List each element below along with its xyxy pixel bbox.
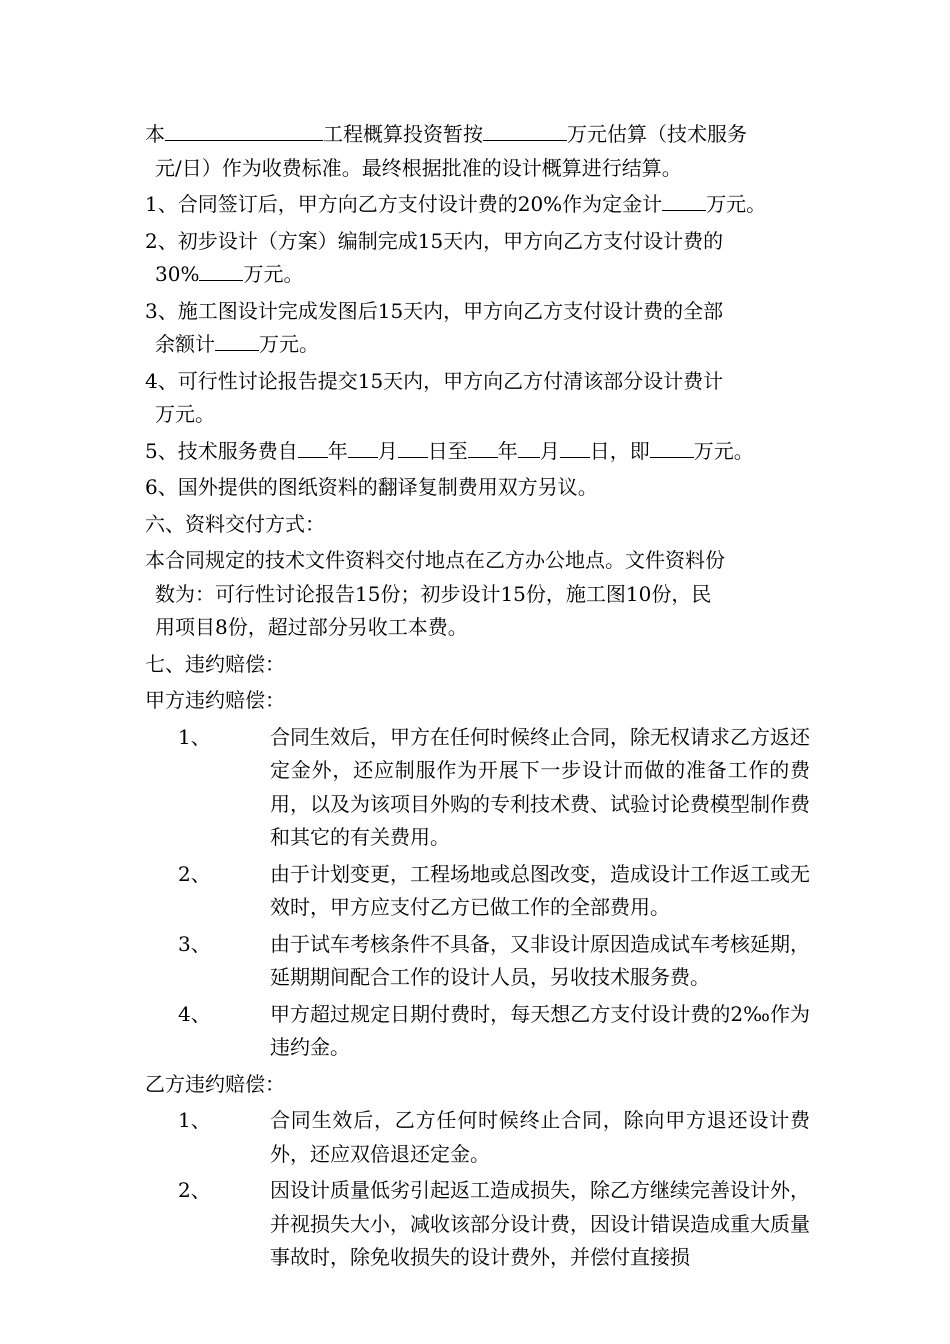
list-number: 4、	[178, 1001, 211, 1026]
blank-year-end	[468, 439, 498, 458]
blank-investment-amount	[483, 122, 567, 141]
blank-deposit-amount	[662, 192, 706, 211]
fee-item-6: 6、国外提供的图纸资料的翻译复制费用双方另议。	[145, 475, 598, 499]
blank-project-name	[165, 122, 323, 141]
party-a-breach-heading: 甲方违约赔偿：	[145, 688, 285, 712]
party-a-item-3	[145, 928, 810, 995]
party-a-item-1	[145, 721, 810, 855]
list-number: 3、	[178, 931, 211, 956]
document-body	[145, 118, 810, 1278]
blank-month-end	[518, 439, 540, 458]
party-b-item-2	[145, 1174, 810, 1275]
blank-service-amount	[650, 439, 694, 458]
list-number: 2、	[178, 861, 211, 886]
blank-preliminary-amount	[199, 262, 243, 281]
blank-day-start	[398, 439, 428, 458]
fee-item-5: 5、技术服务费自 年 月 日至 年 月 日，即 万元。	[145, 438, 754, 463]
list-number: 2、	[178, 1178, 211, 1202]
blank-year-start	[298, 439, 328, 458]
party-b-breach-heading: 乙方违约赔偿：	[145, 1071, 285, 1096]
delivery-heading: 六、资料交付方式：	[145, 511, 325, 536]
list-text: 甲方超过规定日期付费时，每天想乙方支付设计费的2‰作为违约金。	[270, 1001, 810, 1059]
breach-heading: 七、违约赔偿：	[145, 651, 285, 676]
party-b-item-1	[145, 1104, 810, 1171]
party-a-item-2	[145, 858, 810, 925]
blank-month-start	[348, 439, 378, 458]
list-text: 合同生效后，甲方在任何时候终止合同，除无权请求乙方返还定金外，还应制服作为开展下一步设计而做的准备工作的费用，以及为该项目外购的专利技术费、试验讨论费模型制作费和其它的有关费用。	[270, 724, 810, 849]
fee-item-1: 1、合同签订后，甲方向乙方支付设计费的20%作为定金计 万元。	[145, 192, 767, 216]
list-number: 1、	[178, 724, 211, 749]
list-text: 因设计质量低劣引起返工造成损失，除乙方继续完善设计外，并视损失大小，减收该部分设计费，因设计错误造成重大质量事故时，除免收损失的设计费外，并偿付直接损	[270, 1178, 810, 1269]
list-number: 1、	[178, 1108, 211, 1132]
fee-item-4: 4、可行性讨论报告提交15天内，甲方向乙方付清该部分设计费计 万元。	[145, 368, 724, 426]
list-text: 由于试车考核条件不具备，又非设计原因造成试车考核延期，延期期间配合工作的设计人员，另收技术服务费。	[270, 931, 810, 989]
blank-balance-amount	[215, 332, 259, 351]
list-text: 由于计划变更，工程场地或总图改变，造成设计工作返工或无效时，甲方应支付乙方已做工作的全部费用。	[270, 861, 810, 919]
blank-day-end	[560, 439, 590, 458]
list-text: 合同生效后，乙方任何时候终止合同，除向甲方退还设计费外，还应双倍退还定金。	[270, 1108, 810, 1166]
delivery-paragraph: 本合同规定的技术文件资料交付地点在乙方办公地点。文件资料份 数为：可行性讨论报告15份；初步设计15份，施工图10份，民 用项目8份，超过部分另收工本费。	[145, 548, 725, 639]
fee-item-3: 3、施工图设计完成发图后15天内，甲方向乙方支付设计费的全部 余额计 万元。	[145, 298, 724, 356]
party-a-item-4	[145, 998, 810, 1065]
fee-item-2: 2、初步设计（方案）编制完成15天内，甲方向乙方支付设计费的 30% 万元。	[145, 228, 724, 286]
fee-standard-paragraph: 本 工程概算投资暂按 万元估算（技术服务 元/日）作为收费标准。最终根据批准的设计概算进行结算。	[145, 122, 747, 180]
